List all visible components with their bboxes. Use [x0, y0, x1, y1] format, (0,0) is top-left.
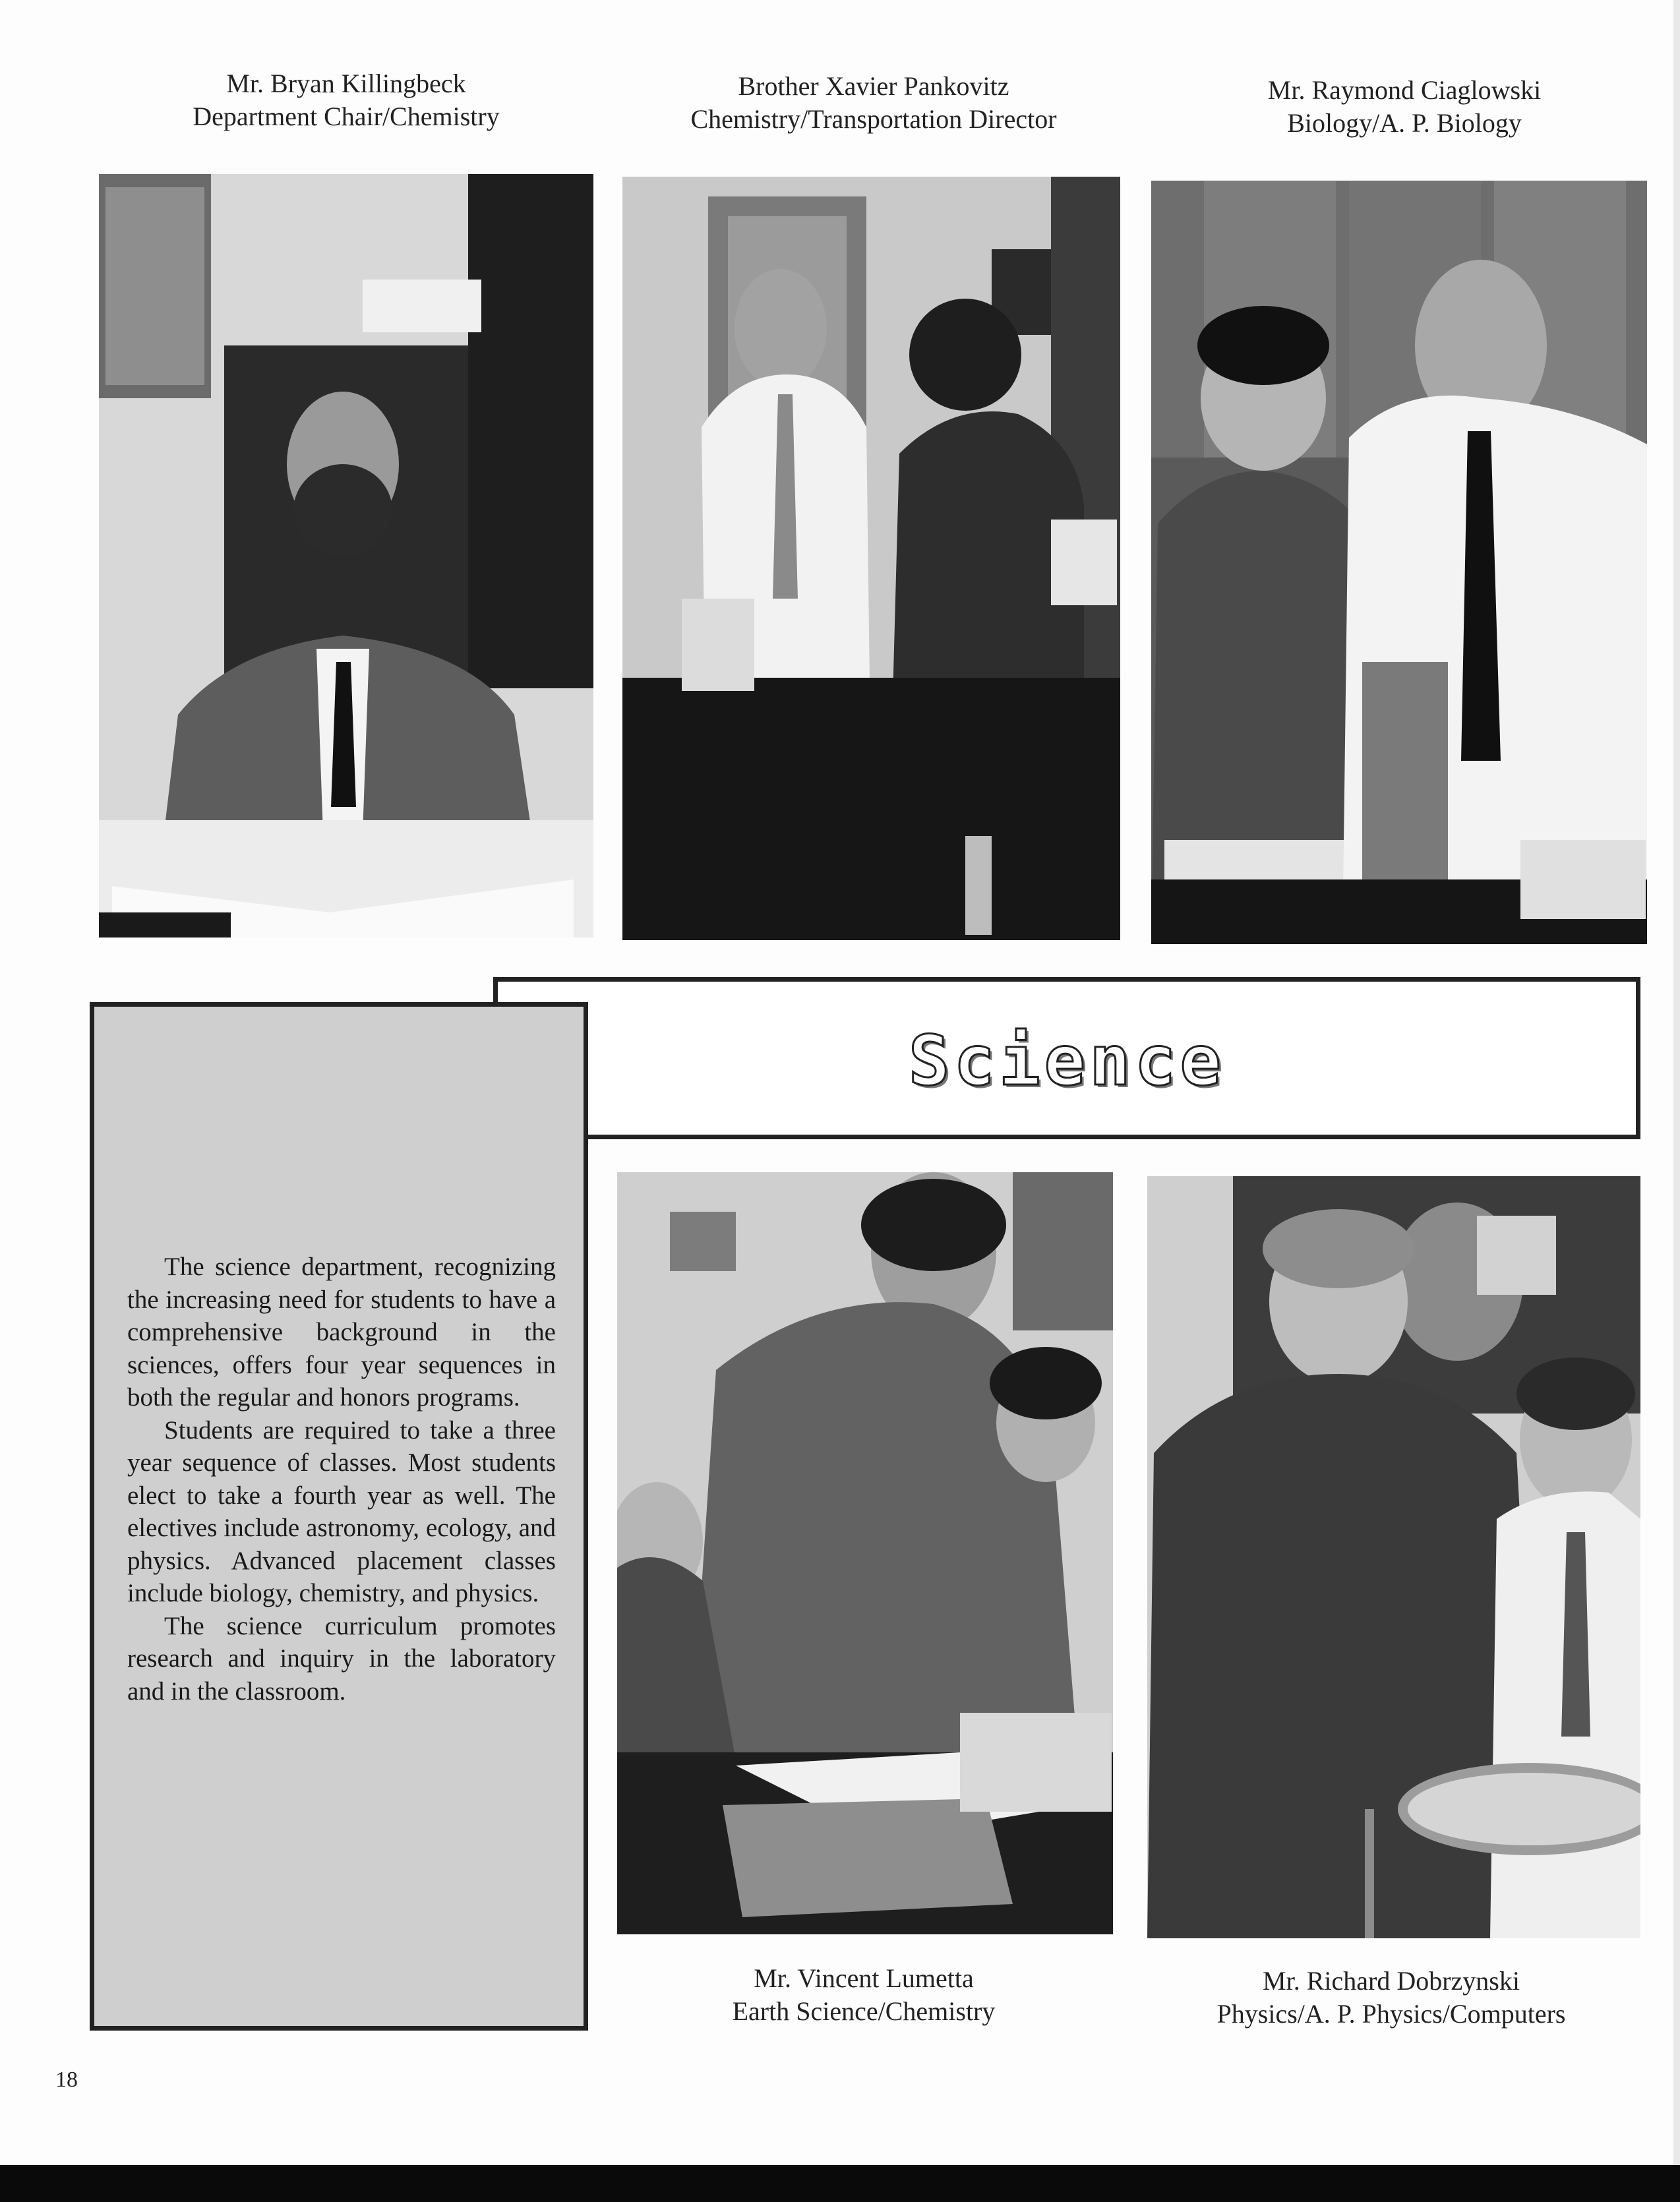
caption-pankovitz	[620, 70, 1127, 136]
caption-name: Brother Xavier Pankovitz	[738, 71, 1009, 101]
caption-name: Mr. Bryan Killingbeck	[226, 69, 466, 98]
section-title-box	[493, 977, 1640, 1139]
text-panel	[90, 1002, 588, 2031]
caption-name: Mr. Richard Dobrzynski	[1263, 1966, 1520, 1996]
body-paragraph-3: The science curriculum promotes research and inquiry in the laboratory and in the classroom.	[127, 1611, 556, 1706]
page-number: 18	[55, 2068, 78, 2092]
caption-title: Chemistry/Transportation Director	[690, 104, 1057, 134]
caption-title: Biology/A. P. Biology	[1287, 108, 1522, 138]
caption-dobrzynski	[1147, 1965, 1635, 2031]
photo-ciaglowski	[1151, 181, 1647, 944]
caption-title: Physics/A. P. Physics/Computers	[1216, 1999, 1566, 2029]
caption-lumetta	[633, 1962, 1095, 2028]
body-paragraph-2: Students are required to take a three year sequence of classes. Most students elect to take a fourth year as well. The electives include astronomy, ecology, and physics. Advanced placement classes include biology, chemistry, and physics.	[127, 1415, 556, 1607]
caption-title: Earth Science/Chemistry	[732, 1996, 996, 2026]
photo-lumetta	[617, 1172, 1113, 1934]
photo-killingbeck	[99, 174, 593, 937]
scan-edge	[1673, 0, 1680, 2165]
scan-bottom-bar	[0, 2165, 1680, 2202]
body-paragraph-1: The science department, recognizing the increasing need for students to have a comprehensive background in the sciences, offers four year sequences in both the regular and honors programs.	[127, 1253, 556, 1412]
caption-killingbeck	[105, 67, 587, 133]
caption-ciaglowski	[1160, 74, 1648, 140]
caption-title: Department Chair/Chemistry	[193, 102, 500, 131]
caption-name: Mr. Raymond Ciaglowski	[1267, 75, 1542, 105]
caption-name: Mr. Vincent Lumetta	[754, 1963, 974, 1993]
section-title: Science	[908, 1021, 1226, 1101]
body-text	[127, 1251, 556, 1708]
photo-dobrzynski	[1147, 1176, 1640, 1938]
photo-pankovitz	[622, 177, 1120, 940]
